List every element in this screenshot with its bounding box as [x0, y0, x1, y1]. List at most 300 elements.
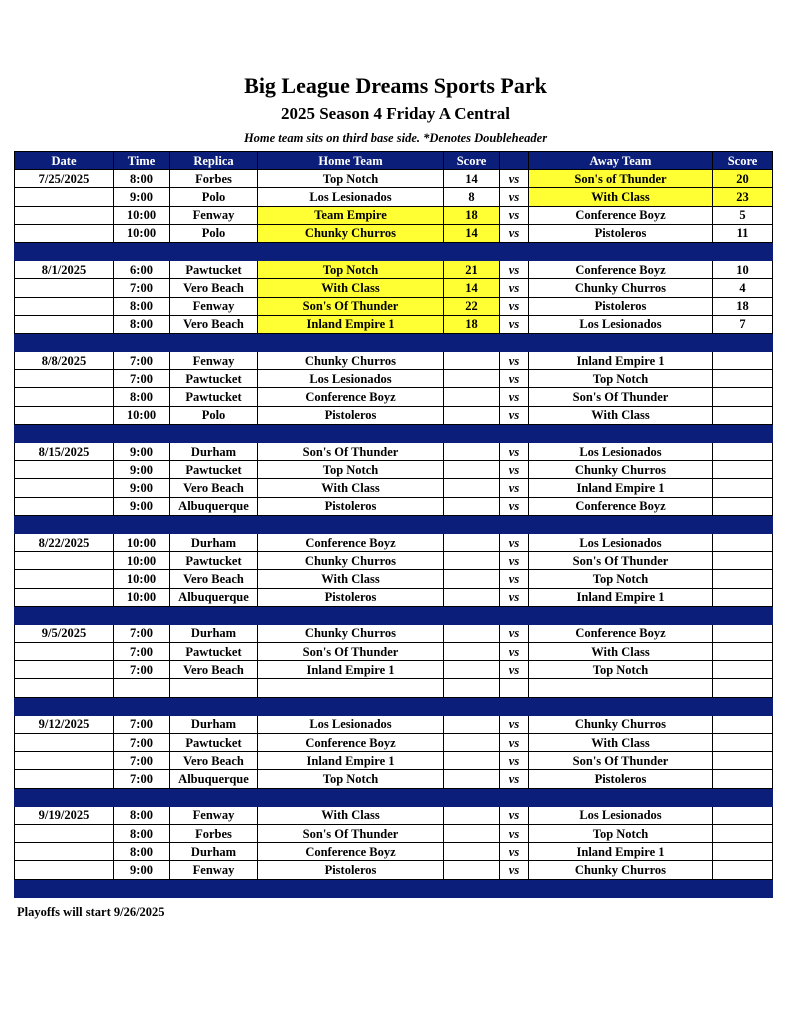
col-home-score-header: Score	[444, 152, 500, 170]
week-separator	[15, 333, 773, 351]
vs-label: vs	[500, 770, 529, 788]
away-team: Chunky Churros	[529, 715, 713, 733]
game-date	[15, 861, 114, 879]
game-time: 7:00	[114, 734, 170, 752]
game-date: 8/15/2025	[15, 443, 114, 461]
table-row	[15, 770, 773, 788]
away-team: With Class	[529, 188, 713, 206]
game-replica: Albuquerque	[170, 770, 258, 788]
away-team: Conference Boyz	[529, 261, 713, 279]
game-date	[15, 224, 114, 242]
away-score: 20	[713, 170, 773, 188]
game-replica: Pawtucket	[170, 261, 258, 279]
away-team: Chunky Churros	[529, 279, 713, 297]
week-separator	[15, 242, 773, 260]
game-date	[15, 824, 114, 842]
home-team: Pistoleros	[258, 497, 444, 515]
home-score	[444, 479, 500, 497]
game-time: 7:00	[114, 624, 170, 642]
game-date	[15, 206, 114, 224]
game-replica: Pawtucket	[170, 370, 258, 388]
home-score	[444, 752, 500, 770]
vs-label: vs	[500, 533, 529, 551]
away-score	[713, 588, 773, 606]
game-replica: Durham	[170, 533, 258, 551]
game-replica: Albuquerque	[170, 588, 258, 606]
home-team: Conference Boyz	[258, 843, 444, 861]
game-time: 7:00	[114, 370, 170, 388]
away-score	[713, 352, 773, 370]
game-date	[15, 679, 114, 697]
table-row	[15, 843, 773, 861]
vs-label: vs	[500, 206, 529, 224]
away-score	[713, 570, 773, 588]
home-team: Inland Empire 1	[258, 661, 444, 679]
week-separator	[15, 515, 773, 533]
table-row	[15, 734, 773, 752]
home-score	[444, 443, 500, 461]
game-time: 8:00	[114, 170, 170, 188]
separator-cell	[114, 515, 170, 533]
game-date: 8/1/2025	[15, 261, 114, 279]
away-team: With Class	[529, 406, 713, 424]
away-score: 11	[713, 224, 773, 242]
game-date	[15, 297, 114, 315]
vs-label: vs	[500, 734, 529, 752]
game-time: 7:00	[114, 770, 170, 788]
away-team: With Class	[529, 643, 713, 661]
home-score: 14	[444, 279, 500, 297]
vs-label: vs	[500, 824, 529, 842]
game-date	[15, 461, 114, 479]
home-team: With Class	[258, 479, 444, 497]
home-team: Conference Boyz	[258, 388, 444, 406]
home-score: 18	[444, 315, 500, 333]
game-replica: Durham	[170, 443, 258, 461]
away-score	[713, 734, 773, 752]
home-team: With Class	[258, 570, 444, 588]
separator-cell	[444, 424, 500, 442]
table-row	[15, 461, 773, 479]
home-score	[444, 734, 500, 752]
away-score	[713, 752, 773, 770]
away-score	[713, 770, 773, 788]
home-team: Top Notch	[258, 461, 444, 479]
away-score: 18	[713, 297, 773, 315]
separator-cell	[500, 879, 529, 897]
home-score	[444, 588, 500, 606]
home-team: Son's Of Thunder	[258, 824, 444, 842]
home-score	[444, 843, 500, 861]
home-score	[444, 388, 500, 406]
vs-label: vs	[500, 170, 529, 188]
game-time: 8:00	[114, 315, 170, 333]
vs-label	[500, 679, 529, 697]
separator-cell	[258, 515, 444, 533]
home-team-note: Home team sits on third base side. *Denotes Doubleheader	[243, 131, 548, 145]
game-time: 10:00	[114, 570, 170, 588]
away-team: Pistoleros	[529, 224, 713, 242]
away-team: Conference Boyz	[529, 624, 713, 642]
table-row	[15, 315, 773, 333]
game-time: 9:00	[114, 861, 170, 879]
away-score	[713, 443, 773, 461]
vs-label: vs	[500, 370, 529, 388]
table-row	[15, 297, 773, 315]
separator-cell	[500, 697, 529, 715]
game-date	[15, 188, 114, 206]
separator-cell	[529, 606, 713, 624]
game-replica: Vero Beach	[170, 752, 258, 770]
separator-cell	[170, 879, 258, 897]
separator-cell	[713, 424, 773, 442]
table-row	[15, 170, 773, 188]
game-replica: Vero Beach	[170, 279, 258, 297]
home-score: 18	[444, 206, 500, 224]
away-score	[713, 824, 773, 842]
table-row	[15, 352, 773, 370]
home-team: Top Notch	[258, 170, 444, 188]
game-date: 7/25/2025	[15, 170, 114, 188]
home-score: 22	[444, 297, 500, 315]
separator-cell	[170, 333, 258, 351]
separator-cell	[500, 424, 529, 442]
game-date: 8/8/2025	[15, 352, 114, 370]
game-time: 8:00	[114, 843, 170, 861]
table-row	[15, 588, 773, 606]
separator-cell	[114, 788, 170, 806]
separator-cell	[529, 333, 713, 351]
game-replica: Forbes	[170, 824, 258, 842]
home-score	[444, 533, 500, 551]
separator-cell	[529, 697, 713, 715]
away-score	[713, 406, 773, 424]
away-score: 7	[713, 315, 773, 333]
game-time: 7:00	[114, 352, 170, 370]
away-team: Top Notch	[529, 570, 713, 588]
away-score	[713, 461, 773, 479]
separator-cell	[170, 697, 258, 715]
game-time: 10:00	[114, 552, 170, 570]
week-separator	[15, 788, 773, 806]
separator-cell	[529, 242, 713, 260]
separator-cell	[15, 606, 114, 624]
home-score: 14	[444, 170, 500, 188]
vs-label: vs	[500, 352, 529, 370]
home-team: Los Lesionados	[258, 715, 444, 733]
game-replica: Fenway	[170, 806, 258, 824]
separator-cell	[258, 879, 444, 897]
vs-label: vs	[500, 388, 529, 406]
home-score	[444, 679, 500, 697]
week-separator	[15, 606, 773, 624]
game-replica: Durham	[170, 715, 258, 733]
game-replica	[170, 679, 258, 697]
separator-cell	[529, 879, 713, 897]
separator-cell	[444, 515, 500, 533]
home-team: Pistoleros	[258, 588, 444, 606]
home-team: Top Notch	[258, 770, 444, 788]
away-team: Conference Boyz	[529, 497, 713, 515]
week-separator	[15, 697, 773, 715]
season-subtitle: 2025 Season 4 Friday A Central	[280, 104, 511, 123]
page-title: Big League Dreams Sports Park	[244, 73, 547, 98]
away-team: Inland Empire 1	[529, 479, 713, 497]
home-team: Son's Of Thunder	[258, 643, 444, 661]
separator-cell	[258, 242, 444, 260]
home-team: Top Notch	[258, 261, 444, 279]
game-date	[15, 843, 114, 861]
separator-cell	[114, 242, 170, 260]
home-team: Chunky Churros	[258, 224, 444, 242]
away-team: Pistoleros	[529, 770, 713, 788]
separator-cell	[444, 879, 500, 897]
separator-cell	[444, 333, 500, 351]
away-score	[713, 624, 773, 642]
game-replica: Durham	[170, 624, 258, 642]
game-date	[15, 643, 114, 661]
table-row	[15, 479, 773, 497]
separator-cell	[444, 697, 500, 715]
table-row	[15, 752, 773, 770]
home-team: Conference Boyz	[258, 734, 444, 752]
table-row	[15, 443, 773, 461]
game-date	[15, 370, 114, 388]
col-home-team-header: Home Team	[258, 152, 444, 170]
home-team: Inland Empire 1	[258, 752, 444, 770]
table-row	[15, 643, 773, 661]
game-time: 9:00	[114, 443, 170, 461]
table-row	[15, 388, 773, 406]
vs-label: vs	[500, 661, 529, 679]
separator-cell	[114, 697, 170, 715]
game-replica: Durham	[170, 843, 258, 861]
vs-label: vs	[500, 224, 529, 242]
table-row	[15, 497, 773, 515]
game-time: 9:00	[114, 461, 170, 479]
away-score	[713, 843, 773, 861]
separator-cell	[114, 424, 170, 442]
away-score	[713, 388, 773, 406]
game-date	[15, 588, 114, 606]
table-row	[15, 188, 773, 206]
separator-cell	[500, 606, 529, 624]
separator-cell	[713, 606, 773, 624]
separator-cell	[15, 515, 114, 533]
home-team: Chunky Churros	[258, 552, 444, 570]
vs-label: vs	[500, 188, 529, 206]
home-score	[444, 770, 500, 788]
vs-label: vs	[500, 479, 529, 497]
game-time: 7:00	[114, 643, 170, 661]
game-replica: Pawtucket	[170, 461, 258, 479]
away-score	[713, 715, 773, 733]
vs-label: vs	[500, 588, 529, 606]
away-score	[713, 552, 773, 570]
game-date	[15, 497, 114, 515]
away-score	[713, 861, 773, 879]
game-date	[15, 770, 114, 788]
away-score: 4	[713, 279, 773, 297]
game-time: 7:00	[114, 715, 170, 733]
home-score: 14	[444, 224, 500, 242]
separator-cell	[170, 242, 258, 260]
away-score	[713, 806, 773, 824]
separator-cell	[114, 606, 170, 624]
separator-cell	[500, 515, 529, 533]
home-team: Pistoleros	[258, 406, 444, 424]
game-date	[15, 406, 114, 424]
away-team: Los Lesionados	[529, 315, 713, 333]
col-replica-header: Replica	[170, 152, 258, 170]
game-time: 9:00	[114, 188, 170, 206]
separator-cell	[170, 424, 258, 442]
header-row	[15, 152, 773, 170]
separator-cell	[15, 788, 114, 806]
game-time: 10:00	[114, 588, 170, 606]
away-team: Top Notch	[529, 661, 713, 679]
away-team: Son's Of Thunder	[529, 552, 713, 570]
home-score	[444, 861, 500, 879]
table-row	[15, 261, 773, 279]
separator-cell	[258, 788, 444, 806]
game-date: 9/5/2025	[15, 624, 114, 642]
separator-cell	[170, 606, 258, 624]
home-score	[444, 370, 500, 388]
home-team: With Class	[258, 279, 444, 297]
vs-label: vs	[500, 843, 529, 861]
game-time: 7:00	[114, 752, 170, 770]
vs-label: vs	[500, 279, 529, 297]
separator-cell	[444, 788, 500, 806]
col-vs-header	[500, 152, 529, 170]
away-score	[713, 679, 773, 697]
game-time: 9:00	[114, 479, 170, 497]
game-replica: Polo	[170, 406, 258, 424]
game-replica: Fenway	[170, 206, 258, 224]
game-replica: Fenway	[170, 352, 258, 370]
home-score	[444, 624, 500, 642]
away-team: Top Notch	[529, 824, 713, 842]
vs-label: vs	[500, 315, 529, 333]
vs-label: vs	[500, 461, 529, 479]
game-date	[15, 570, 114, 588]
game-time: 8:00	[114, 297, 170, 315]
separator-cell	[500, 788, 529, 806]
separator-cell	[258, 424, 444, 442]
away-team: Inland Empire 1	[529, 588, 713, 606]
home-team: Chunky Churros	[258, 352, 444, 370]
separator-cell	[170, 788, 258, 806]
playoffs-note: Playoffs will start 9/26/2025	[17, 905, 165, 919]
away-score	[713, 533, 773, 551]
away-score	[713, 643, 773, 661]
vs-label: vs	[500, 297, 529, 315]
separator-cell	[444, 242, 500, 260]
game-replica: Forbes	[170, 170, 258, 188]
home-score: 8	[444, 188, 500, 206]
home-team: Son's Of Thunder	[258, 297, 444, 315]
game-replica: Fenway	[170, 861, 258, 879]
home-team: Los Lesionados	[258, 188, 444, 206]
game-time: 6:00	[114, 261, 170, 279]
separator-cell	[15, 424, 114, 442]
vs-label: vs	[500, 261, 529, 279]
week-separator	[15, 424, 773, 442]
away-team: Top Notch	[529, 370, 713, 388]
separator-cell	[713, 788, 773, 806]
table-row	[15, 715, 773, 733]
game-time	[114, 679, 170, 697]
game-time: 10:00	[114, 533, 170, 551]
separator-cell	[444, 606, 500, 624]
game-time: 10:00	[114, 406, 170, 424]
away-score	[713, 661, 773, 679]
schedule-table	[14, 151, 773, 898]
table-row	[15, 552, 773, 570]
vs-label: vs	[500, 497, 529, 515]
away-team: Los Lesionados	[529, 806, 713, 824]
vs-label: vs	[500, 624, 529, 642]
vs-label: vs	[500, 715, 529, 733]
separator-cell	[258, 606, 444, 624]
away-team: Pistoleros	[529, 297, 713, 315]
away-team: Conference Boyz	[529, 206, 713, 224]
separator-cell	[15, 697, 114, 715]
away-team: Chunky Churros	[529, 861, 713, 879]
vs-label: vs	[500, 861, 529, 879]
game-replica: Vero Beach	[170, 570, 258, 588]
separator-cell	[258, 697, 444, 715]
game-date	[15, 279, 114, 297]
home-team: Inland Empire 1	[258, 315, 444, 333]
separator-cell	[170, 515, 258, 533]
table-row	[15, 806, 773, 824]
game-time: 10:00	[114, 224, 170, 242]
separator-cell	[529, 788, 713, 806]
away-score	[713, 370, 773, 388]
away-team: Son's Of Thunder	[529, 752, 713, 770]
game-time: 7:00	[114, 661, 170, 679]
vs-label: vs	[500, 752, 529, 770]
separator-cell	[713, 697, 773, 715]
game-replica: Polo	[170, 224, 258, 242]
away-team: Inland Empire 1	[529, 843, 713, 861]
separator-cell	[713, 242, 773, 260]
game-replica: Pawtucket	[170, 388, 258, 406]
vs-label: vs	[500, 643, 529, 661]
home-team: Team Empire	[258, 206, 444, 224]
game-date: 9/19/2025	[15, 806, 114, 824]
game-time: 7:00	[114, 279, 170, 297]
home-score	[444, 497, 500, 515]
table-row	[15, 824, 773, 842]
table-row	[15, 224, 773, 242]
home-team: With Class	[258, 806, 444, 824]
table-row	[15, 624, 773, 642]
game-time: 9:00	[114, 497, 170, 515]
table-row	[15, 661, 773, 679]
separator-cell	[713, 333, 773, 351]
separator-cell	[500, 242, 529, 260]
table-row	[15, 533, 773, 551]
away-team: Chunky Churros	[529, 461, 713, 479]
game-time: 8:00	[114, 388, 170, 406]
game-replica: Pawtucket	[170, 643, 258, 661]
home-team: Chunky Churros	[258, 624, 444, 642]
game-time: 10:00	[114, 206, 170, 224]
separator-cell	[529, 515, 713, 533]
